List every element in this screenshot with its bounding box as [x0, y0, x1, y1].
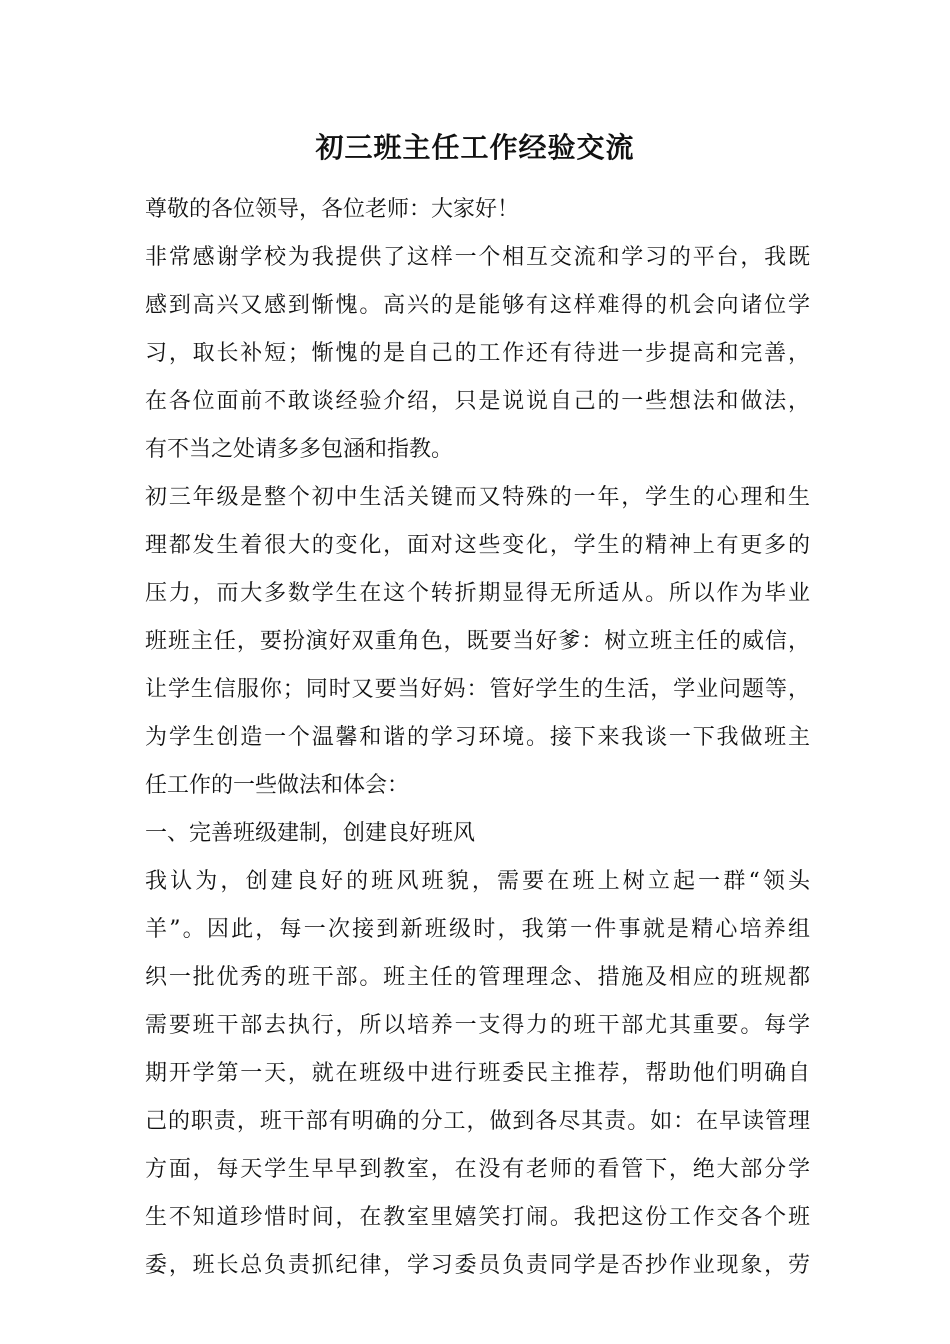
text-line: 感到高兴又感到惭愧。高兴的是能够有这样难得的机会向诸位学: [145, 293, 810, 318]
text-line: 在各位面前不敢谈经验介绍，只是说说自己的一些想法和做法，: [145, 389, 810, 414]
text-line: 期开学第一天，就在班级中进行班委民主推荐，帮助他们明确自: [145, 1061, 810, 1086]
document-title: 初三班主任工作经验交流: [315, 131, 635, 164]
text-line: 生不知道珍惜时间，在教室里嬉笑打闹。我把这份工作交各个班: [145, 1205, 810, 1230]
section-heading: 一、完善班级建制，创建良好班风: [145, 821, 476, 846]
text-line: 羊”。因此，每一次接到新班级时，我第一件事就是精心培养组: [145, 917, 810, 942]
text-line: 压力，而大多数学生在这个转折期显得无所适从。所以作为毕业: [145, 581, 810, 606]
text-line: 方面，每天学生早早到教室，在没有老师的看管下，绝大部分学: [145, 1157, 810, 1182]
text-line: 需要班干部去执行，所以培养一支得力的班干部尤其重要。每学: [145, 1013, 810, 1038]
text-line: 让学生信服你；同时又要当好妈：管好学生的生活，学业问题等，: [145, 677, 810, 702]
text-line: 为学生创造一个温馨和谐的学习环境。接下来我谈一下我做班主: [145, 725, 810, 750]
text-line: 班班主任，要扮演好双重角色，既要当好爹：树立班主任的威信，: [145, 629, 810, 654]
text-line: 理都发生着很大的变化，面对这些变化，学生的精神上有更多的: [145, 533, 810, 558]
text-line: 习，取长补短；惭愧的是自己的工作还有待进一步提高和完善，: [145, 341, 810, 366]
text-line: 我认为，创建良好的班风班貌，需要在班上树立起一群“领头: [145, 869, 810, 894]
text-line: 初三年级是整个初中生活关键而又特殊的一年，学生的心理和生: [145, 485, 810, 510]
text-line: 己的职责，班干部有明确的分工，做到各尽其责。如：在早读管理: [145, 1109, 810, 1134]
text-line: 尊敬的各位领导，各位老师：大家好！: [145, 197, 520, 222]
text-line: 织一批优秀的班干部。班主任的管理理念、措施及相应的班规都: [145, 965, 810, 990]
text-line: 任工作的一些做法和体会：: [145, 773, 410, 798]
text-line: 有不当之处请多多包涵和指教。: [145, 437, 454, 462]
text-line: 非常感谢学校为我提供了这样一个相互交流和学习的平台，我既: [145, 245, 810, 270]
text-line: 委，班长总负责抓纪律，学习委员负责同学是否抄作业现象，劳: [145, 1253, 810, 1278]
document-body: [145, 186, 810, 1290]
